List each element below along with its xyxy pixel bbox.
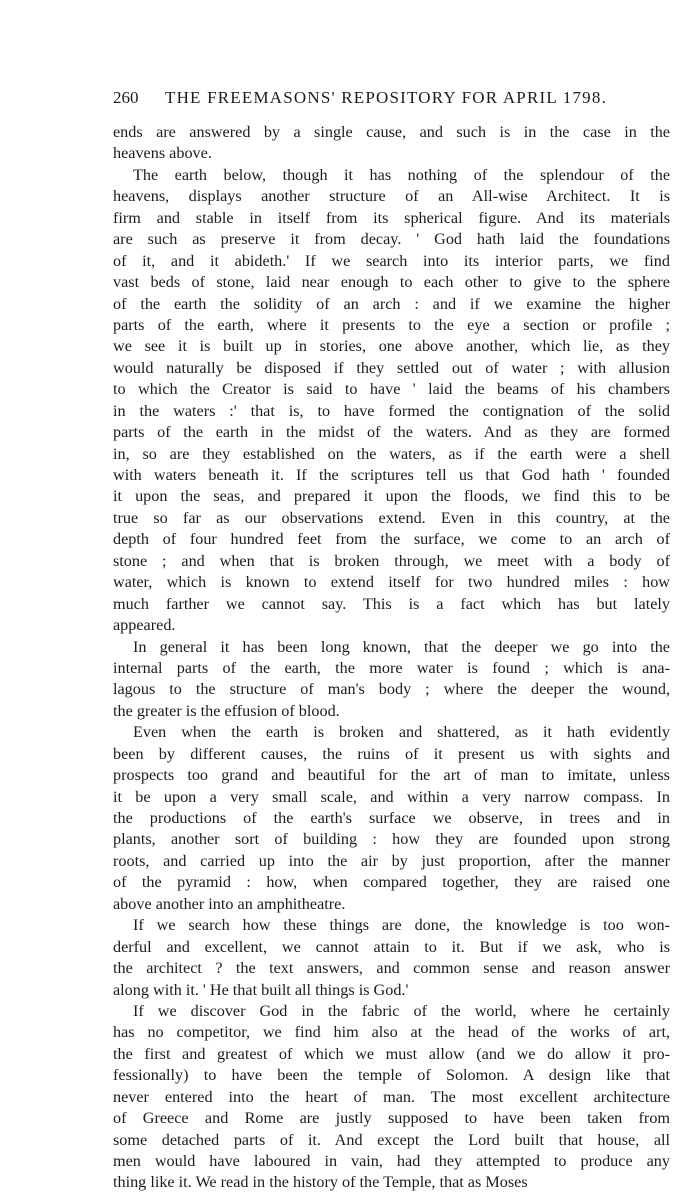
paragraph — [113, 165, 670, 637]
running-head: THE FREEMASONS' REPOSITORY FOR APRIL 1798. — [165, 88, 608, 107]
text-line: stone ; and when that is broken through, we meet with a body of — [113, 551, 670, 570]
page-number: 260 — [113, 88, 139, 107]
text-line: we see it is built up in stories, one above another, which lie, as they — [113, 337, 670, 356]
text-line: If we discover God in the fabric of the world, where he certainly — [133, 1001, 670, 1020]
paragraph — [113, 122, 670, 165]
text-line: would naturally be disposed if they settled out of water ; with allusion — [113, 358, 670, 377]
text-line: it be upon a very small scale, and within a very narrow compass. In — [113, 787, 670, 806]
text-line: the architect ? the text answers, and common sense and reason answer — [113, 959, 670, 978]
paragraph — [113, 637, 670, 723]
text-line: ends are answered by a single cause, and such is in the case in the — [113, 123, 670, 141]
text-line: internal parts of the earth, the more water is found ; which is ana- — [113, 658, 670, 677]
text-line: thing like it. We read in the history of the Temple, that as Moses — [113, 1173, 528, 1192]
text-line: prospects too grand and beautiful for the art of man to imitate, unless — [113, 766, 670, 785]
text-line: with waters beneath it. If the scriptures tell us that God hath ' founded — [113, 466, 670, 484]
text-line: men would have laboured in vain, had they attempted to produce any — [113, 1152, 670, 1170]
text-line: of it, and it abideth.' If we search into its interior parts, we find — [113, 251, 670, 270]
text-line: the greater is the effusion of blood. — [113, 701, 340, 720]
body-text — [113, 122, 670, 1194]
text-line: never entered into the heart of man. The most excellent architecture — [113, 1087, 670, 1106]
text-line: of the pyramid : how, when compared together, they are raised one — [113, 873, 670, 892]
text-line: parts of the earth in the midst of the waters. And as they are formed — [113, 423, 670, 442]
text-line: the first and greatest of which we must allow (and we do allow it pro- — [113, 1044, 670, 1063]
text-line: along with it. ' He that built all things is God.' — [113, 980, 409, 999]
text-line: derful and excellent, we cannot attain to it. But if we ask, who is — [113, 937, 670, 956]
text-line: lagous to the structure of man's body ; where the deeper the wound, — [113, 680, 670, 699]
text-line: in the waters :' that is, to have formed the contignation of the solid — [113, 401, 670, 420]
text-line: much farther we cannot say. This is a fact which has but lately — [113, 594, 670, 613]
text-line: fessionally) to have been the temple of Solomon. A design like that — [113, 1066, 670, 1085]
text-line: vast beds of stone, laid near enough to each other to give to the sphere — [113, 273, 670, 292]
text-line: of the earth the solidity of an arch : and if we examine the higher — [113, 294, 670, 313]
text-line: firm and stable in itself from its spherical figure. And its materials — [113, 208, 670, 227]
page-header — [113, 88, 670, 114]
text-line: the productions of the earth's surface we observe, in trees and in — [113, 809, 670, 827]
paragraph — [113, 1001, 670, 1194]
text-line: has no competitor, we find him also at the head of the works of art, — [113, 1023, 670, 1042]
text-line: roots, and carried up into the air by just proportion, after the manner — [113, 851, 670, 870]
text-line: true so far as our observations extend. Even in this country, at the — [113, 508, 670, 527]
text-line: it upon the seas, and prepared it upon the floods, we find this to be — [113, 487, 670, 506]
text-line: been by different causes, the ruins of it present us with sights and — [113, 744, 670, 763]
paragraph — [113, 722, 670, 915]
text-line: Even when the earth is broken and shattered, as it hath evidently — [133, 723, 670, 742]
text-line: plants, another sort of building : how they are founded upon strong — [113, 830, 670, 849]
text-line: of Greece and Rome are justly supposed to have been taken from — [113, 1109, 670, 1128]
text-line: If we search how these things are done, the knowledge is too won- — [133, 916, 670, 935]
book-page — [113, 88, 670, 1194]
text-line: are such as preserve it from decay. ' God hath laid the foundations — [113, 230, 670, 249]
text-line: water, which is known to extend itself for two hundred miles : how — [113, 573, 670, 592]
text-line: In general it has been long known, that the deeper we go into the — [133, 637, 670, 656]
text-line: to which the Creator is said to have ' laid the beams of his chambers — [113, 380, 670, 399]
text-line: The earth below, though it has nothing of the splendour of the — [133, 165, 670, 184]
text-line: heavens, displays another structure of an All-wise Architect. It is — [113, 187, 670, 206]
text-line: in, so are they established on the waters, as if the earth were a shell — [113, 444, 670, 463]
text-line: above another into an amphitheatre. — [113, 894, 346, 913]
text-line: depth of four hundred feet from the surface, we come to an arch of — [113, 530, 670, 549]
paragraph — [113, 915, 670, 1001]
text-line: parts of the earth, where it presents to the eye a section or profile ; — [113, 315, 670, 334]
text-line: appeared. — [113, 616, 176, 635]
text-line: some detached parts of it. And except the Lord built that house, all — [113, 1130, 670, 1149]
text-line: heavens above. — [113, 144, 212, 163]
